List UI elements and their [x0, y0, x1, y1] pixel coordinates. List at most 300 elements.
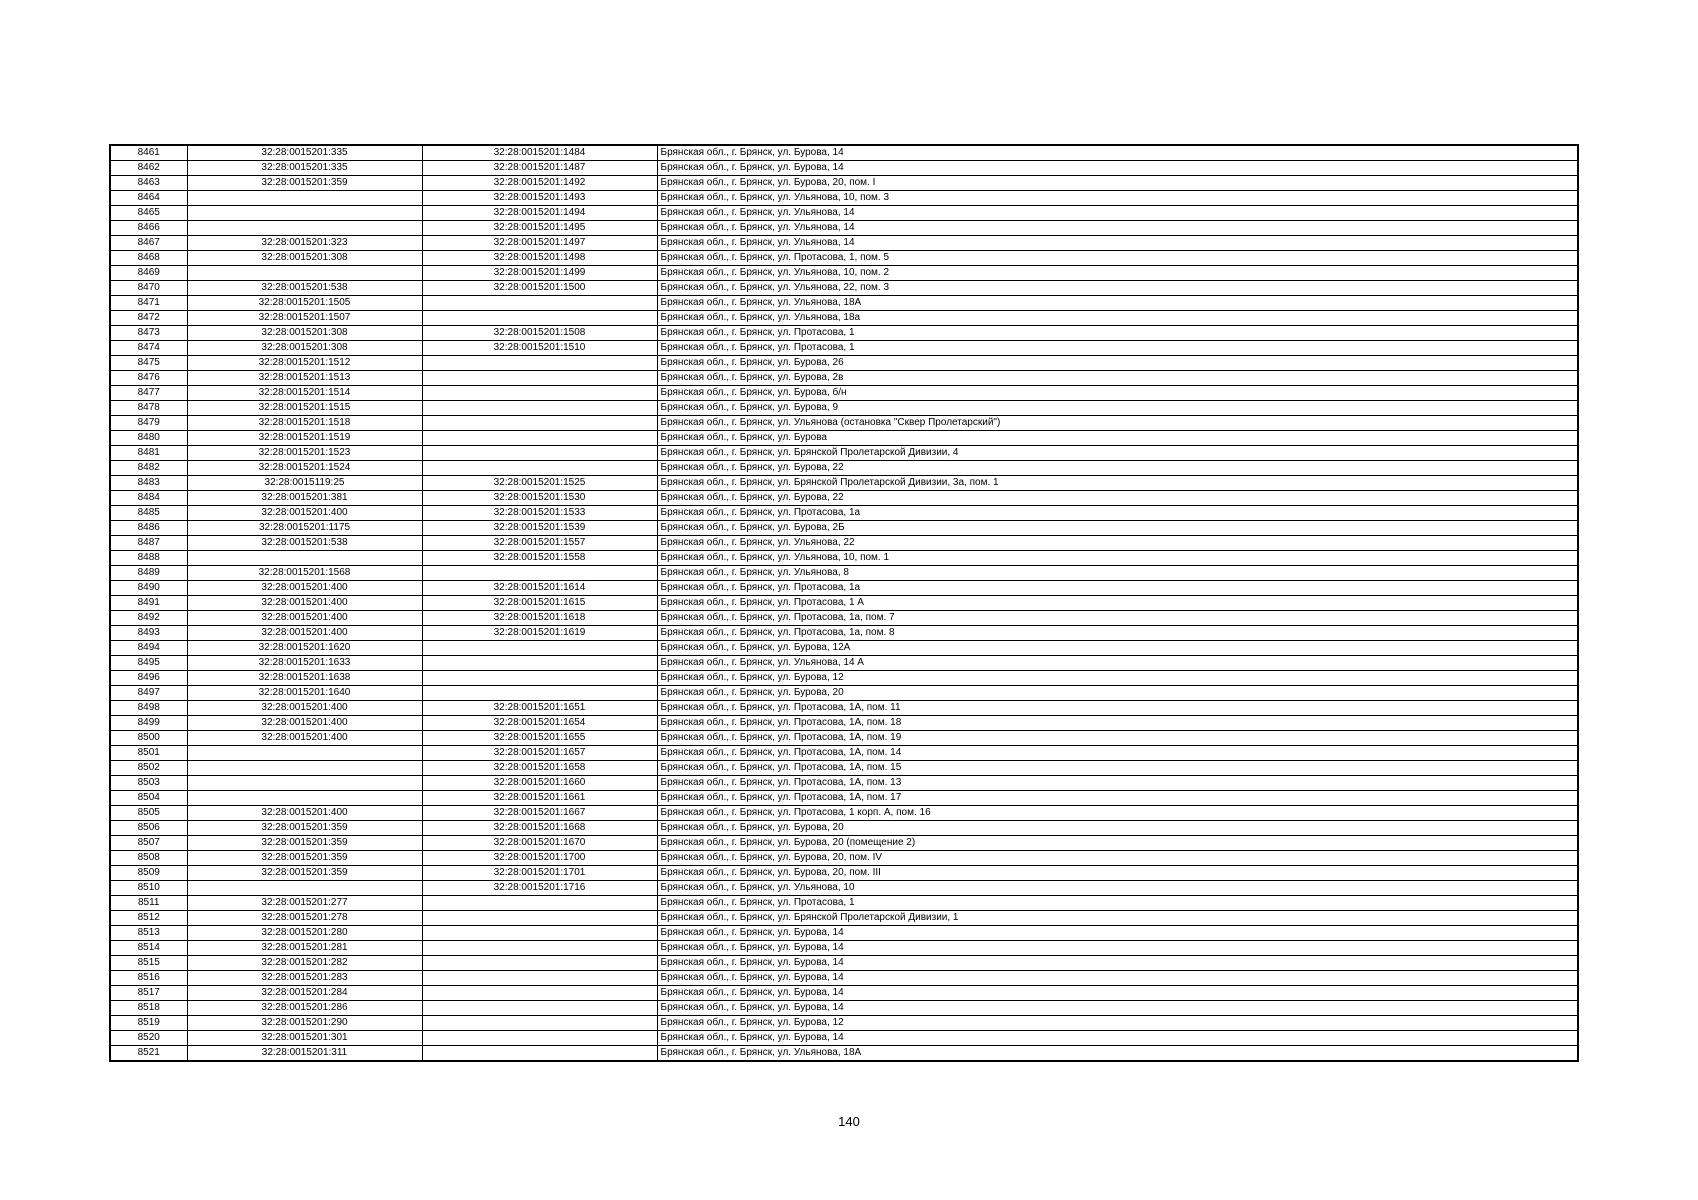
object-cadastral-number-cell [422, 911, 657, 926]
object-cadastral-number-cell: 32:28:0015201:1533 [422, 506, 657, 521]
object-cadastral-number-cell [422, 686, 657, 701]
row-number-cell: 8485 [110, 506, 187, 521]
object-cadastral-number-cell: 32:28:0015201:1484 [422, 145, 657, 161]
row-number-cell: 8519 [110, 1016, 187, 1031]
table-row [110, 806, 1578, 821]
address-cell: Брянская обл., г. Брянск, ул. Ульянова, 14 [657, 221, 1578, 236]
parcel-cadastral-number-cell: 32:28:0015201:1513 [187, 371, 422, 386]
table-row [110, 611, 1578, 626]
parcel-cadastral-number-cell: 32:28:0015201:381 [187, 491, 422, 506]
object-cadastral-number-cell: 32:28:0015201:1558 [422, 551, 657, 566]
table-row [110, 476, 1578, 491]
address-cell: Брянская обл., г. Брянск, ул. Бурова, 26 [657, 356, 1578, 371]
parcel-cadastral-number-cell: 32:28:0015201:335 [187, 145, 422, 161]
parcel-cadastral-number-cell [187, 266, 422, 281]
row-number-cell: 8517 [110, 986, 187, 1001]
object-cadastral-number-cell: 32:28:0015201:1498 [422, 251, 657, 266]
object-cadastral-number-cell: 32:28:0015201:1651 [422, 701, 657, 716]
parcel-cadastral-number-cell: 32:28:0015201:335 [187, 161, 422, 176]
address-cell: Брянская обл., г. Брянск, ул. Бурова, 14 [657, 1031, 1578, 1046]
table-row [110, 491, 1578, 506]
row-number-cell: 8473 [110, 326, 187, 341]
object-cadastral-number-cell: 32:28:0015201:1700 [422, 851, 657, 866]
row-number-cell: 8514 [110, 941, 187, 956]
parcel-cadastral-number-cell: 32:28:0015201:400 [187, 731, 422, 746]
row-number-cell: 8489 [110, 566, 187, 581]
table-row [110, 671, 1578, 686]
table-row [110, 941, 1578, 956]
object-cadastral-number-cell: 32:28:0015201:1667 [422, 806, 657, 821]
parcel-cadastral-number-cell: 32:28:0015201:278 [187, 911, 422, 926]
table-row [110, 296, 1578, 311]
table-row [110, 566, 1578, 581]
object-cadastral-number-cell: 32:28:0015201:1668 [422, 821, 657, 836]
table-row [110, 251, 1578, 266]
row-number-cell: 8479 [110, 416, 187, 431]
parcel-cadastral-number-cell [187, 191, 422, 206]
parcel-cadastral-number-cell: 32:28:0015201:400 [187, 806, 422, 821]
address-cell: Брянская обл., г. Брянск, ул. Бурова, 14 [657, 986, 1578, 1001]
address-cell: Брянская обл., г. Брянск, ул. Ульянова, 22 [657, 536, 1578, 551]
parcel-cadastral-number-cell: 32:28:0015201:311 [187, 1046, 422, 1062]
row-number-cell: 8464 [110, 191, 187, 206]
parcel-cadastral-number-cell: 32:28:0015201:286 [187, 1001, 422, 1016]
row-number-cell: 8512 [110, 911, 187, 926]
parcel-cadastral-number-cell: 32:28:0015201:1512 [187, 356, 422, 371]
table-row [110, 686, 1578, 701]
parcel-cadastral-number-cell: 32:28:0015201:1568 [187, 566, 422, 581]
table-row [110, 596, 1578, 611]
address-cell: Брянская обл., г. Брянск, ул. Протасова, 1А, пом. 19 [657, 731, 1578, 746]
address-cell: Брянская обл., г. Брянск, ул. Бурова, 20 (помещение 2) [657, 836, 1578, 851]
address-cell: Брянская обл., г. Брянск, ул. Бурова, 20, пом. III [657, 866, 1578, 881]
object-cadastral-number-cell [422, 311, 657, 326]
address-cell: Брянская обл., г. Брянск, ул. Бурова, 14 [657, 941, 1578, 956]
address-cell: Брянская обл., г. Брянск, ул. Бурова, 12А [657, 641, 1578, 656]
parcel-cadastral-number-cell: 32:28:0015201:359 [187, 836, 422, 851]
row-number-cell: 8482 [110, 461, 187, 476]
parcel-cadastral-number-cell: 32:28:0015201:283 [187, 971, 422, 986]
parcel-cadastral-number-cell: 32:28:0015201:280 [187, 926, 422, 941]
address-cell: Брянская обл., г. Брянск, ул. Бурова, 14 [657, 956, 1578, 971]
object-cadastral-number-cell: 32:28:0015201:1499 [422, 266, 657, 281]
parcel-cadastral-number-cell: 32:28:0015201:277 [187, 896, 422, 911]
row-number-cell: 8486 [110, 521, 187, 536]
table-row [110, 821, 1578, 836]
row-number-cell: 8488 [110, 551, 187, 566]
parcel-cadastral-number-cell: 32:28:0015201:359 [187, 821, 422, 836]
table-row [110, 521, 1578, 536]
parcel-cadastral-number-cell: 32:28:0015201:1640 [187, 686, 422, 701]
table-row [110, 926, 1578, 941]
table-row [110, 161, 1578, 176]
row-number-cell: 8487 [110, 536, 187, 551]
parcel-cadastral-number-cell: 32:28:0015201:308 [187, 251, 422, 266]
address-cell: Брянская обл., г. Брянск, ул. Ульянова, 10, пом. 3 [657, 191, 1578, 206]
row-number-cell: 8504 [110, 791, 187, 806]
row-number-cell: 8478 [110, 401, 187, 416]
table-row [110, 746, 1578, 761]
row-number-cell: 8468 [110, 251, 187, 266]
address-cell: Брянская обл., г. Брянск, ул. Протасова, 1а, пом. 7 [657, 611, 1578, 626]
address-cell: Брянская обл., г. Брянск, ул. Бурова, 20 [657, 821, 1578, 836]
address-cell: Брянская обл., г. Брянск, ул. Бурова, 20, пом. IV [657, 851, 1578, 866]
object-cadastral-number-cell: 32:28:0015201:1530 [422, 491, 657, 506]
row-number-cell: 8521 [110, 1046, 187, 1062]
table-row [110, 761, 1578, 776]
address-cell: Брянская обл., г. Брянск, ул. Бурова, 9 [657, 401, 1578, 416]
parcel-cadastral-number-cell [187, 791, 422, 806]
object-cadastral-number-cell [422, 1016, 657, 1031]
address-cell: Брянская обл., г. Брянск, ул. Протасова, 1а [657, 506, 1578, 521]
table-row [110, 656, 1578, 671]
address-cell: Брянская обл., г. Брянск, ул. Бурова, б/н [657, 386, 1578, 401]
row-number-cell: 8505 [110, 806, 187, 821]
table-row [110, 311, 1578, 326]
parcel-cadastral-number-cell: 32:28:0015201:308 [187, 326, 422, 341]
parcel-cadastral-number-cell: 32:28:0015201:359 [187, 176, 422, 191]
table-row [110, 731, 1578, 746]
table-row [110, 1001, 1578, 1016]
parcel-cadastral-number-cell: 32:28:0015201:1175 [187, 521, 422, 536]
object-cadastral-number-cell: 32:28:0015201:1614 [422, 581, 657, 596]
table-row [110, 176, 1578, 191]
object-cadastral-number-cell: 32:28:0015201:1495 [422, 221, 657, 236]
parcel-cadastral-number-cell: 32:28:0015119:25 [187, 476, 422, 491]
row-number-cell: 8500 [110, 731, 187, 746]
row-number-cell: 8515 [110, 956, 187, 971]
address-cell: Брянская обл., г. Брянск, ул. Бурова, 20, пом. I [657, 176, 1578, 191]
parcel-cadastral-number-cell: 32:28:0015201:359 [187, 866, 422, 881]
row-number-cell: 8510 [110, 881, 187, 896]
address-cell: Брянская обл., г. Брянск, ул. Бурова, 20 [657, 686, 1578, 701]
object-cadastral-number-cell [422, 1001, 657, 1016]
row-number-cell: 8494 [110, 641, 187, 656]
row-number-cell: 8491 [110, 596, 187, 611]
address-cell: Брянская обл., г. Брянск, ул. Брянской Пролетарской Дивизии, 3а, пом. 1 [657, 476, 1578, 491]
table-row [110, 986, 1578, 1001]
parcel-cadastral-number-cell: 32:28:0015201:1519 [187, 431, 422, 446]
row-number-cell: 8497 [110, 686, 187, 701]
table-row [110, 851, 1578, 866]
object-cadastral-number-cell [422, 1046, 657, 1062]
table-row [110, 206, 1578, 221]
table-row [110, 776, 1578, 791]
object-cadastral-number-cell [422, 566, 657, 581]
row-number-cell: 8493 [110, 626, 187, 641]
parcel-cadastral-number-cell: 32:28:0015201:282 [187, 956, 422, 971]
row-number-cell: 8474 [110, 341, 187, 356]
row-number-cell: 8477 [110, 386, 187, 401]
object-cadastral-number-cell: 32:28:0015201:1539 [422, 521, 657, 536]
parcel-cadastral-number-cell: 32:28:0015201:281 [187, 941, 422, 956]
table-row [110, 971, 1578, 986]
object-cadastral-number-cell: 32:28:0015201:1619 [422, 626, 657, 641]
row-number-cell: 8462 [110, 161, 187, 176]
object-cadastral-number-cell: 32:28:0015201:1660 [422, 776, 657, 791]
object-cadastral-number-cell: 32:28:0015201:1510 [422, 341, 657, 356]
table-row [110, 461, 1578, 476]
object-cadastral-number-cell [422, 461, 657, 476]
row-number-cell: 8483 [110, 476, 187, 491]
row-number-cell: 8475 [110, 356, 187, 371]
row-number-cell: 8465 [110, 206, 187, 221]
row-number-cell: 8490 [110, 581, 187, 596]
address-cell: Брянская обл., г. Брянск, ул. Ульянова, 18А [657, 1046, 1578, 1062]
address-cell: Брянская обл., г. Брянск, ул. Бурова, 14 [657, 1001, 1578, 1016]
row-number-cell: 8507 [110, 836, 187, 851]
parcel-cadastral-number-cell: 32:28:0015201:290 [187, 1016, 422, 1031]
table-row [110, 326, 1578, 341]
table-row [110, 581, 1578, 596]
object-cadastral-number-cell: 32:28:0015201:1716 [422, 881, 657, 896]
object-cadastral-number-cell: 32:28:0015201:1701 [422, 866, 657, 881]
table-row [110, 896, 1578, 911]
parcel-cadastral-number-cell: 32:28:0015201:301 [187, 1031, 422, 1046]
table-row [110, 881, 1578, 896]
object-cadastral-number-cell: 32:28:0015201:1654 [422, 716, 657, 731]
table-row [110, 356, 1578, 371]
parcel-cadastral-number-cell: 32:28:0015201:1633 [187, 656, 422, 671]
address-cell: Брянская обл., г. Брянск, ул. Протасова, 1А, пом. 17 [657, 791, 1578, 806]
parcel-cadastral-number-cell: 32:28:0015201:400 [187, 701, 422, 716]
table-row [110, 626, 1578, 641]
address-cell: Брянская обл., г. Брянск, ул. Ульянова, 14 [657, 236, 1578, 251]
object-cadastral-number-cell: 32:28:0015201:1494 [422, 206, 657, 221]
object-cadastral-number-cell [422, 986, 657, 1001]
parcel-cadastral-number-cell: 32:28:0015201:1515 [187, 401, 422, 416]
parcel-cadastral-number-cell: 32:28:0015201:284 [187, 986, 422, 1001]
parcel-cadastral-number-cell: 32:28:0015201:1523 [187, 446, 422, 461]
parcel-cadastral-number-cell: 32:28:0015201:1518 [187, 416, 422, 431]
row-number-cell: 8492 [110, 611, 187, 626]
table-row [110, 716, 1578, 731]
address-cell: Брянская обл., г. Брянск, ул. Бурова, 2Б [657, 521, 1578, 536]
object-cadastral-number-cell [422, 656, 657, 671]
table-row [110, 401, 1578, 416]
row-number-cell: 8481 [110, 446, 187, 461]
address-cell: Брянская обл., г. Брянск, ул. Бурова, 14 [657, 926, 1578, 941]
row-number-cell: 8501 [110, 746, 187, 761]
table-row [110, 236, 1578, 251]
address-cell: Брянская обл., г. Брянск, ул. Ульянова, 14 [657, 206, 1578, 221]
row-number-cell: 8503 [110, 776, 187, 791]
object-cadastral-number-cell [422, 671, 657, 686]
object-cadastral-number-cell [422, 926, 657, 941]
object-cadastral-number-cell [422, 641, 657, 656]
row-number-cell: 8520 [110, 1031, 187, 1046]
object-cadastral-number-cell: 32:28:0015201:1487 [422, 161, 657, 176]
object-cadastral-number-cell: 32:28:0015201:1500 [422, 281, 657, 296]
parcel-cadastral-number-cell: 32:28:0015201:323 [187, 236, 422, 251]
row-number-cell: 8498 [110, 701, 187, 716]
address-cell: Брянская обл., г. Брянск, ул. Протасова, 1А, пом. 14 [657, 746, 1578, 761]
table-row [110, 506, 1578, 521]
row-number-cell: 8467 [110, 236, 187, 251]
parcel-cadastral-number-cell: 32:28:0015201:400 [187, 581, 422, 596]
table-row [110, 386, 1578, 401]
table-row [110, 145, 1578, 161]
table-row [110, 791, 1578, 806]
address-cell: Брянская обл., г. Брянск, ул. Бурова, 14 [657, 161, 1578, 176]
address-cell: Брянская обл., г. Брянск, ул. Протасова, 1А, пом. 18 [657, 716, 1578, 731]
table-row [110, 866, 1578, 881]
parcel-cadastral-number-cell: 32:28:0015201:1638 [187, 671, 422, 686]
address-cell: Брянская обл., г. Брянск, ул. Бурова, 22 [657, 491, 1578, 506]
row-number-cell: 8461 [110, 145, 187, 161]
address-cell: Брянская обл., г. Брянск, ул. Протасова, 1 [657, 341, 1578, 356]
object-cadastral-number-cell [422, 896, 657, 911]
table-row [110, 836, 1578, 851]
parcel-cadastral-number-cell: 32:28:0015201:400 [187, 716, 422, 731]
parcel-cadastral-number-cell: 32:28:0015201:538 [187, 281, 422, 296]
parcel-cadastral-number-cell [187, 551, 422, 566]
parcel-cadastral-number-cell: 32:28:0015201:1514 [187, 386, 422, 401]
parcel-cadastral-number-cell: 32:28:0015201:308 [187, 341, 422, 356]
parcel-cadastral-number-cell [187, 761, 422, 776]
address-cell: Брянская обл., г. Брянск, ул. Протасова, 1А, пом. 15 [657, 761, 1578, 776]
table-body [110, 145, 1578, 1061]
parcel-cadastral-number-cell: 32:28:0015201:1620 [187, 641, 422, 656]
property-table [109, 144, 1579, 1062]
address-cell: Брянская обл., г. Брянск, ул. Бурова, 12 [657, 671, 1578, 686]
address-cell: Брянская обл., г. Брянск, ул. Протасова, 1А, пом. 13 [657, 776, 1578, 791]
row-number-cell: 8480 [110, 431, 187, 446]
object-cadastral-number-cell: 32:28:0015201:1615 [422, 596, 657, 611]
parcel-cadastral-number-cell [187, 206, 422, 221]
row-number-cell: 8469 [110, 266, 187, 281]
object-cadastral-number-cell [422, 416, 657, 431]
object-cadastral-number-cell: 32:28:0015201:1658 [422, 761, 657, 776]
table-row [110, 911, 1578, 926]
parcel-cadastral-number-cell: 32:28:0015201:400 [187, 611, 422, 626]
table-row [110, 341, 1578, 356]
address-cell: Брянская обл., г. Брянск, ул. Бурова, 14 [657, 971, 1578, 986]
address-cell: Брянская обл., г. Брянск, ул. Бурова, 14 [657, 145, 1578, 161]
address-cell: Брянская обл., г. Брянск, ул. Ульянова (остановка "Сквер Пролетарский") [657, 416, 1578, 431]
address-cell: Брянская обл., г. Брянск, ул. Ульянова, 14 А [657, 656, 1578, 671]
parcel-cadastral-number-cell: 32:28:0015201:400 [187, 506, 422, 521]
row-number-cell: 8472 [110, 311, 187, 326]
parcel-cadastral-number-cell [187, 221, 422, 236]
page-number: 140 [838, 1114, 860, 1129]
row-number-cell: 8502 [110, 761, 187, 776]
object-cadastral-number-cell [422, 941, 657, 956]
object-cadastral-number-cell: 32:28:0015201:1618 [422, 611, 657, 626]
address-cell: Брянская обл., г. Брянск, ул. Ульянова, 10, пом. 1 [657, 551, 1578, 566]
row-number-cell: 8496 [110, 671, 187, 686]
address-cell: Брянская обл., г. Брянск, ул. Протасова, 1А, пом. 11 [657, 701, 1578, 716]
address-cell: Брянская обл., г. Брянск, ул. Ульянова, 10 [657, 881, 1578, 896]
address-cell: Брянская обл., г. Брянск, ул. Бурова [657, 431, 1578, 446]
address-cell: Брянская обл., г. Брянск, ул. Протасова, 1 корп. А, пом. 16 [657, 806, 1578, 821]
table-row [110, 641, 1578, 656]
table-row [110, 281, 1578, 296]
object-cadastral-number-cell [422, 371, 657, 386]
object-cadastral-number-cell: 32:28:0015201:1661 [422, 791, 657, 806]
object-cadastral-number-cell [422, 1031, 657, 1046]
table-row [110, 1016, 1578, 1031]
table-row [110, 266, 1578, 281]
table-row [110, 221, 1578, 236]
table-row [110, 431, 1578, 446]
object-cadastral-number-cell: 32:28:0015201:1492 [422, 176, 657, 191]
table-row [110, 1046, 1578, 1062]
object-cadastral-number-cell [422, 386, 657, 401]
row-number-cell: 8466 [110, 221, 187, 236]
parcel-cadastral-number-cell: 32:28:0015201:400 [187, 626, 422, 641]
table-row [110, 191, 1578, 206]
object-cadastral-number-cell: 32:28:0015201:1557 [422, 536, 657, 551]
address-cell: Брянская обл., г. Брянск, ул. Ульянова, 22, пом. 3 [657, 281, 1578, 296]
object-cadastral-number-cell: 32:28:0015201:1525 [422, 476, 657, 491]
parcel-cadastral-number-cell: 32:28:0015201:400 [187, 596, 422, 611]
address-cell: Брянская обл., г. Брянск, ул. Ульянова, 18А [657, 296, 1578, 311]
row-number-cell: 8516 [110, 971, 187, 986]
object-cadastral-number-cell: 32:28:0015201:1497 [422, 236, 657, 251]
table-row [110, 551, 1578, 566]
object-cadastral-number-cell: 32:28:0015201:1508 [422, 326, 657, 341]
row-number-cell: 8506 [110, 821, 187, 836]
object-cadastral-number-cell: 32:28:0015201:1655 [422, 731, 657, 746]
object-cadastral-number-cell: 32:28:0015201:1493 [422, 191, 657, 206]
row-number-cell: 8470 [110, 281, 187, 296]
row-number-cell: 8476 [110, 371, 187, 386]
parcel-cadastral-number-cell [187, 881, 422, 896]
row-number-cell: 8495 [110, 656, 187, 671]
object-cadastral-number-cell [422, 971, 657, 986]
address-cell: Брянская обл., г. Брянск, ул. Ульянова, 8 [657, 566, 1578, 581]
parcel-cadastral-number-cell: 32:28:0015201:1524 [187, 461, 422, 476]
parcel-cadastral-number-cell [187, 776, 422, 791]
address-cell: Брянская обл., г. Брянск, ул. Бурова, 2в [657, 371, 1578, 386]
row-number-cell: 8509 [110, 866, 187, 881]
row-number-cell: 8518 [110, 1001, 187, 1016]
table-row [110, 701, 1578, 716]
address-cell: Брянская обл., г. Брянск, ул. Брянской Пролетарской Дивизии, 4 [657, 446, 1578, 461]
parcel-cadastral-number-cell: 32:28:0015201:359 [187, 851, 422, 866]
address-cell: Брянская обл., г. Брянск, ул. Бурова, 22 [657, 461, 1578, 476]
parcel-cadastral-number-cell: 32:28:0015201:538 [187, 536, 422, 551]
row-number-cell: 8484 [110, 491, 187, 506]
object-cadastral-number-cell: 32:28:0015201:1670 [422, 836, 657, 851]
object-cadastral-number-cell [422, 956, 657, 971]
row-number-cell: 8499 [110, 716, 187, 731]
address-cell: Брянская обл., г. Брянск, ул. Ульянова, 18а [657, 311, 1578, 326]
parcel-cadastral-number-cell [187, 746, 422, 761]
object-cadastral-number-cell [422, 446, 657, 461]
row-number-cell: 8511 [110, 896, 187, 911]
table-row [110, 1031, 1578, 1046]
address-cell: Брянская обл., г. Брянск, ул. Ульянова, 10, пом. 2 [657, 266, 1578, 281]
address-cell: Брянская обл., г. Брянск, ул. Протасова, 1а, пом. 8 [657, 626, 1578, 641]
address-cell: Брянская обл., г. Брянск, ул. Протасова, 1 [657, 326, 1578, 341]
row-number-cell: 8508 [110, 851, 187, 866]
row-number-cell: 8463 [110, 176, 187, 191]
object-cadastral-number-cell [422, 356, 657, 371]
table-row [110, 956, 1578, 971]
address-cell: Брянская обл., г. Брянск, ул. Протасова, 1, пом. 5 [657, 251, 1578, 266]
parcel-cadastral-number-cell: 32:28:0015201:1507 [187, 311, 422, 326]
address-cell: Брянская обл., г. Брянск, ул. Бурова, 12 [657, 1016, 1578, 1031]
address-cell: Брянская обл., г. Брянск, ул. Протасова, 1а [657, 581, 1578, 596]
table-row [110, 446, 1578, 461]
table-row [110, 371, 1578, 386]
object-cadastral-number-cell [422, 431, 657, 446]
address-cell: Брянская обл., г. Брянск, ул. Протасова, 1 А [657, 596, 1578, 611]
parcel-cadastral-number-cell: 32:28:0015201:1505 [187, 296, 422, 311]
row-number-cell: 8513 [110, 926, 187, 941]
